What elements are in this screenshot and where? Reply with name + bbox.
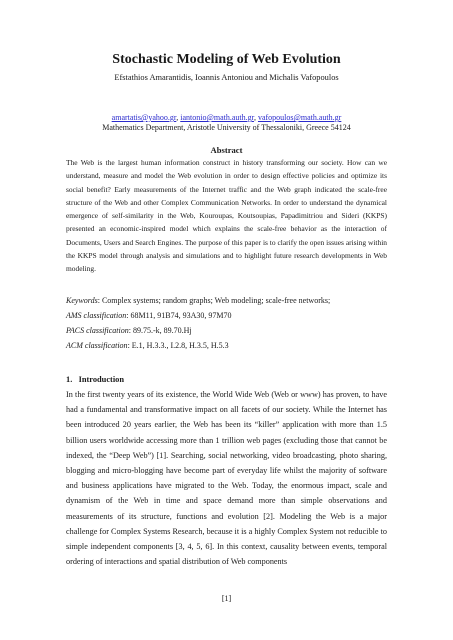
pacs-label: PACS classification <box>66 326 129 335</box>
introduction-text: In the first twenty years of its existence, the World Wide Web (Web or www) has proven, to have had a fundamental and transformative impact on all facets of our society. While the Internet has been introduced 20 years earlier, the Web has been its “killer” application with more than 1.5 billion users worldwide accessing more than 1 trillion web pages (excluding those that cannot be indexed, the “Deep Web”) [1]. Searching, social networking, video broadcasting, photo sharing, blogging and micro-blogging have become part of everyday life whilst the majority of software and business applications have migrated to the Web. Today, the enormous impact, scale and dynamism of the Web in time and space demand more than simple observations and measurements of its structure, functions and evolution [2]. Modeling the Web is a major challenge for Complex Systems Research, because it is a highly Complex System not reducible to simple independent components [3, 4, 5, 6]. In this context, causality between events, temporal ordering of interactions and spatial distribution of Web components <box>66 390 387 567</box>
keywords-line: Keywords: Complex systems; random graphs; Web modeling; scale-free networks; <box>66 296 331 305</box>
section-heading-introduction: 1. Introduction <box>66 375 125 384</box>
keywords-label: Keywords <box>66 296 98 305</box>
paper-title: Stochastic Modeling of Web Evolution <box>112 52 341 67</box>
keywords-value: Complex systems; random graphs; Web modeling; scale-free networks; <box>101 296 331 305</box>
acm-classification-line: ACM classification: E.1, H.3.3., I.2.8, H.3.5, H.5.3 <box>66 341 229 350</box>
email-link-2[interactable]: iantonio@math.auth.gr <box>180 113 254 122</box>
author-list: Efstathios Amarantidis, Ioannis Antoniou and Michalis Vafopoulos <box>114 73 339 82</box>
abstract-heading: Abstract <box>210 145 243 155</box>
abstract-text: The Web is the largest human information construct in history transforming our society. How can we understand, measure and model the Web evolution in order to design effective policies and optimize its social benefit? Early measurements of the Internet traffic and the Web graph indicated the scale-free structure of the Web and other Complex Communication Networks. In order to understand the dynamical emergence of self-similarity in the Web, Kouroupas, Koutsoupias, Papadimitriou and Sideri (KKPS) presented an economic-inspired model which explains the scale-free behavior as the interaction of Documents, Users and Search Engines. The purpose of this paper is to clarify the open issues arising within the KKPS model through analysis and simulations and to highlight future research developments in Web modeling. <box>66 158 387 274</box>
acm-value: E.1, H.3.3., I.2.8, H.3.5, H.5.3 <box>131 341 229 350</box>
email-link-3[interactable]: vafopoulos@math.auth.gr <box>257 113 342 122</box>
email-separator: , <box>253 113 258 122</box>
acm-label: ACM classification <box>66 341 128 350</box>
affiliation: Mathematics Department, Aristotle University of Thessaloniki, Greece 54124 <box>102 123 351 132</box>
pacs-value: 89.75.-k, 89.70.Hj <box>132 326 192 335</box>
email-separator: , <box>176 113 181 122</box>
ams-label: AMS classification <box>66 311 127 320</box>
author-emails <box>0 113 453 123</box>
email-link-1[interactable]: amartatis@yahoo.gr <box>111 113 177 122</box>
pacs-classification-line: PACS classification: 89.75.-k, 89.70.Hj <box>66 326 192 335</box>
ams-value: 68M11, 91B74, 93A30, 97M70 <box>130 311 232 320</box>
page-number: [1] <box>221 594 232 603</box>
ams-classification-line: AMS classification: 68M11, 91B74, 93A30, 97M70 <box>66 311 232 320</box>
